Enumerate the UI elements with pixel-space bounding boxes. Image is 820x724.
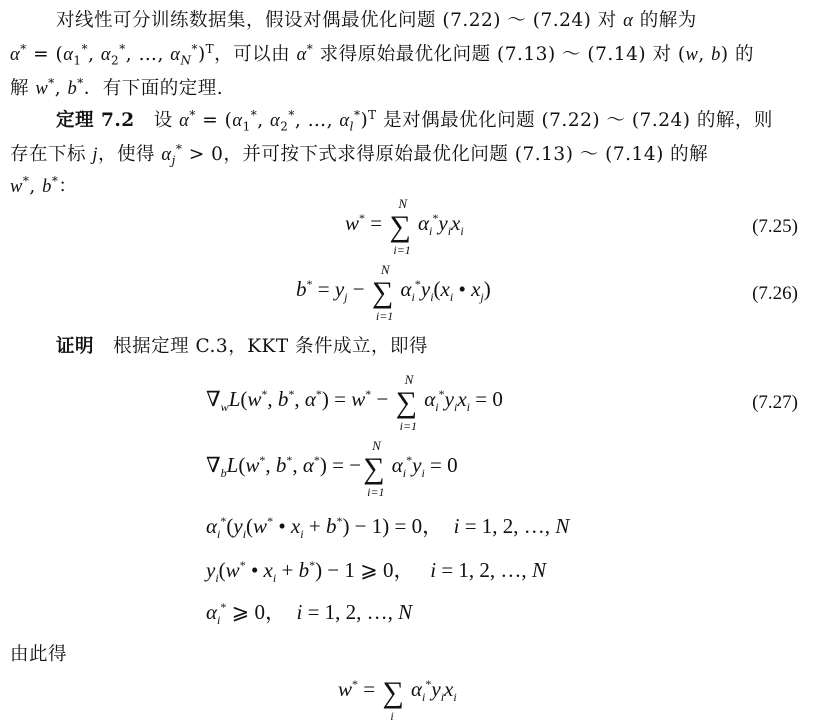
theorem-line3: w*, b*：: [10, 173, 78, 197]
paragraph1-line2: $\alpha^* = (\alpha_1^*$, $\alpha_2^*$, …, $\alpha_N^*)^T$，可以由 α* 求得原始最优化问题 (7.13) ～ (7.14) 对 (w, b) 的: [10, 41, 755, 68]
paragraph1-line3: 解 w*, b*．有下面的定理.: [10, 75, 224, 99]
theorem-line1: 定理 7.2 设 $\alpha^* = (\alpha_1^*$, $\alpha_2^*$, …, $\alpha_l^*)^T$ 是对偶最优化问题 (7.22) ～ (7.24) 的解，则: [56, 107, 773, 134]
proof-text: 根据定理 C.3，KKT 条件成立，即得: [113, 336, 429, 357]
theorem-label: 定理 7.2: [56, 110, 135, 131]
conclusion-equation: w* = ∑ i $\alpha_i^*y_ix_i$: [338, 676, 457, 723]
kkt-gradient-w: $\nabla_wL(w^*$, b*, α*) = w* − ∑ N i=1 $\alpha_i^*y_ix_i = 0$: [206, 372, 503, 433]
conclusion-text: 由此得: [10, 644, 68, 665]
kkt-dual-feasibility: $\alpha_i^*$ ⩾ 0， i = 1, 2, …, N: [206, 600, 413, 628]
equation-number-7-27: (7.27): [752, 392, 798, 413]
kkt-complementary-slackness: $\alpha_i^*(y_i(w^*$ • $x_i + b^*) - 1) = 0$， i = 1, 2, …, N: [206, 514, 570, 542]
equation-number-7-26: (7.26): [752, 283, 798, 304]
equation-number-7-25: (7.25): [752, 216, 798, 237]
proof-label: 证明: [56, 336, 95, 357]
proof-line: [56, 332, 428, 358]
paragraph1-line1: 对线性可分训练数据集，假设对偶最优化问题 (7.22) ～ (7.24) 对 α 的解为: [56, 10, 697, 31]
theorem-line2: 存在下标 j，使得 $\alpha_j^* > 0$，并可按下式求得原始最优化问题 (7.13) ～ (7.14) 的解: [10, 141, 709, 168]
kkt-gradient-b: $\nabla_bL(w^*$, b*, α*) = −∑ N i=1 $\alpha_i^*y_i = 0$: [206, 438, 458, 499]
equation-7-26: $b^* = y_j$ − ∑ N i=1 $\alpha_i^*y_i(x_i$ • $x_j$): [296, 262, 491, 323]
equation-7-25: w* = ∑ N i=1 $\alpha_i^*y_ix_i$: [345, 196, 464, 257]
kkt-primal-feasibility: $y_i(w^*$ • $x_i + b^*) - 1$ ⩾ 0， i = 1, 2, …, N: [206, 558, 546, 586]
